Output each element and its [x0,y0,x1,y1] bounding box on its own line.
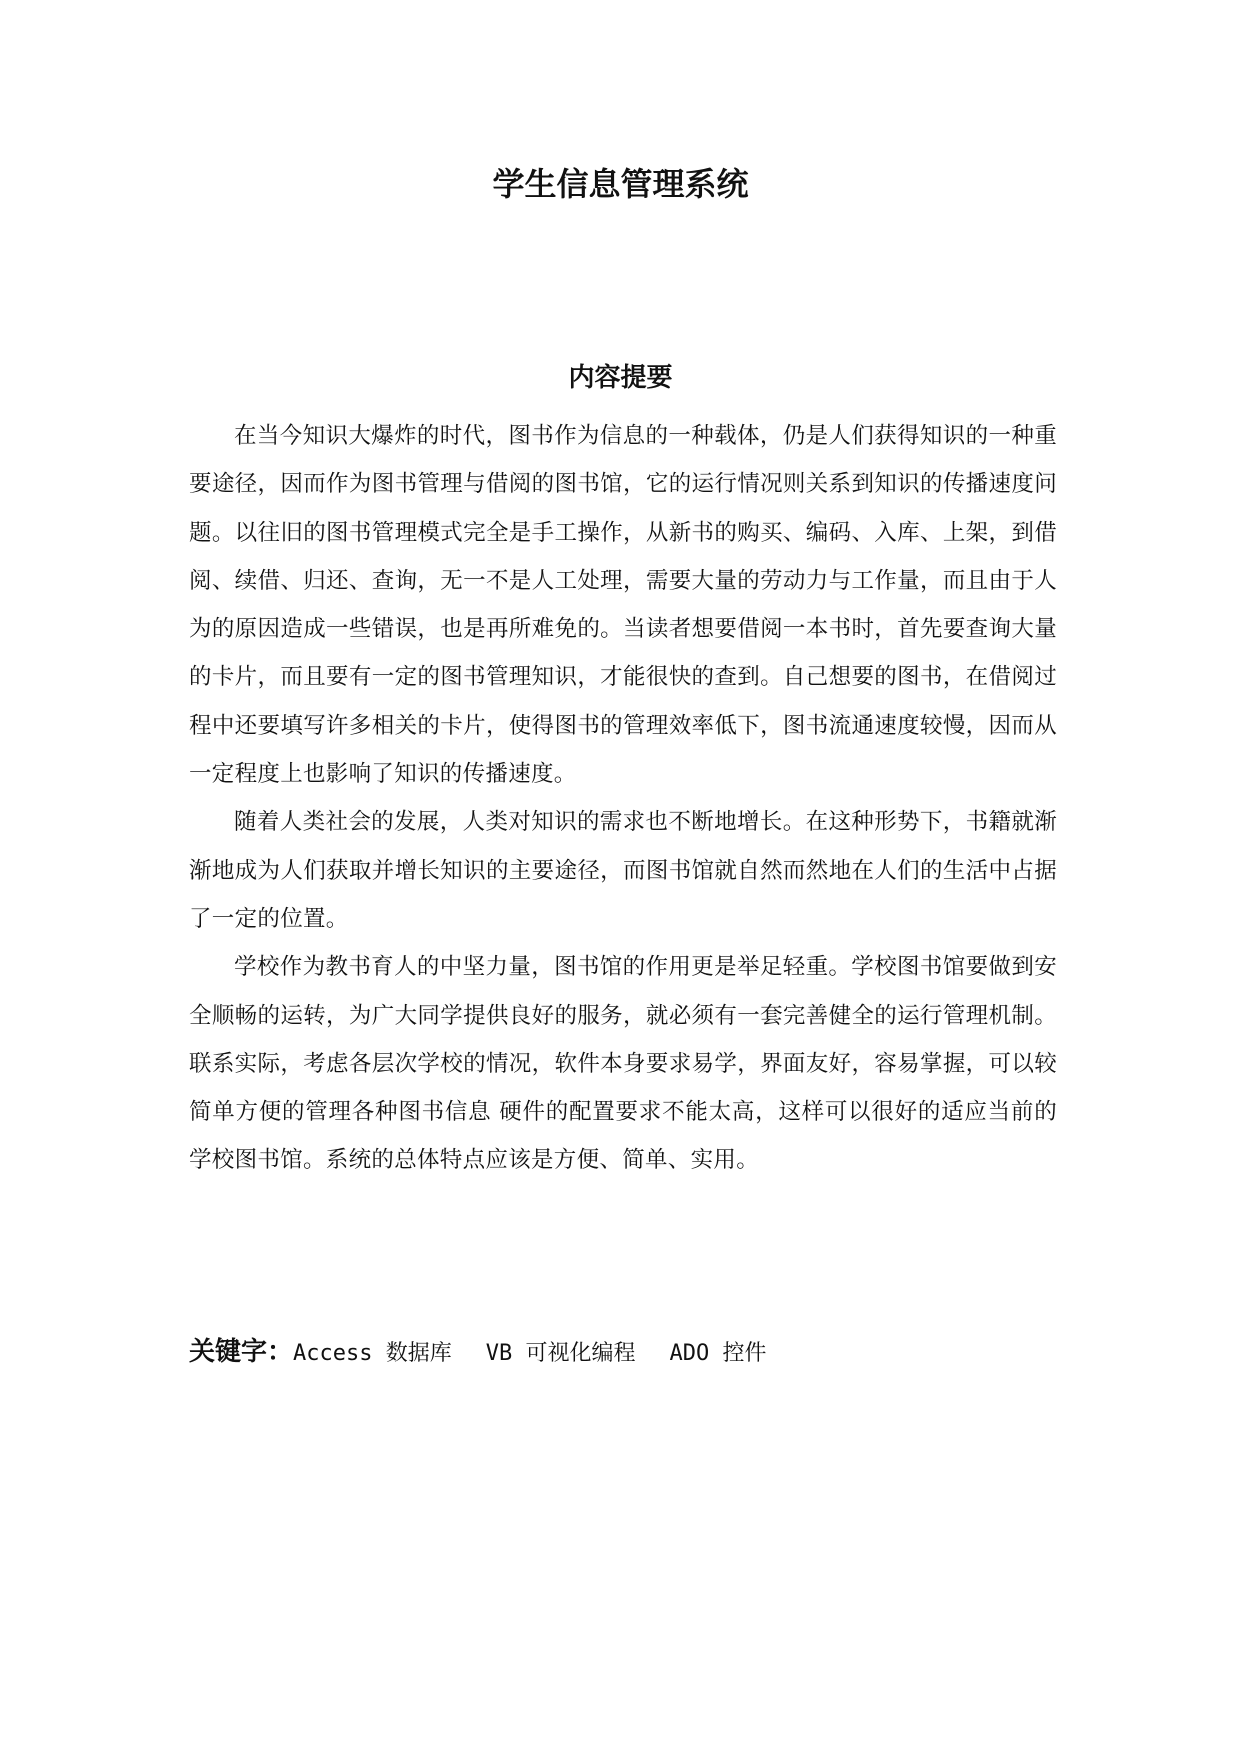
keyword-item: VB 可视化编程 [485,1341,636,1366]
keywords-label: 关键字： [189,1337,294,1367]
keyword-item: ADO 控件 [669,1341,767,1366]
abstract-paragraph-1: 在当今知识大爆炸的时代，图书作为信息的一种载体，仍是人们获得知识的一种重要途径，因而作为图书管理与借阅的图书馆，它的运行情况则关系到知识的传播速度问题。以往旧的图书管理模式完全是手工操作，从新书的购买、编码、入库、上架，到借阅、续借、归还、查询，无一不是人工处理，需要大量的劳动力与工作量，而且由于人为的原因造成一些错误，也是再所难免的。当读者想要借阅一本书时，首先要查询大量的卡片，而且要有一定的图书管理知识，才能很快的查到。自己想要的图书，在借阅过程中还要填写许多相关的卡片，使得图书的管理效率低下，图书流通速度较慢，因而从一定程度上也影响了知识的传播速度。 [189,423,1057,788]
document-title: 学生信息管理系统 [492,165,749,203]
keyword-item: Access 数据库 [293,1341,452,1366]
keywords-line [189,1332,1089,1375]
abstract-heading: 内容提要 [568,363,673,393]
abstract-paragraph-2: 随着人类社会的发展，人类对知识的需求也不断地增长。在这种形势下，书籍就渐渐地成为人们获取并增长知识的主要途径，而图书馆就自然而然地在人们的生活中占据了一定的位置。 [189,809,1057,932]
abstract-body [189,412,1057,1185]
abstract-paragraph-3: 学校作为教书育人的中坚力量，图书馆的作用更是举足轻重。学校图书馆要做到安全顺畅的运转，为广大同学提供良好的服务，就必须有一套完善健全的运行管理机制。联系实际，考虑各层次学校的情况，软件本身要求易学，界面友好，容易掌握，可以较简单方便的管理各种图书信息 硬件的配置要求不能太高，这样可以很好的适应当前的学校图书馆。系统的总体特点应该是方便、简单、实用。 [189,954,1057,1174]
